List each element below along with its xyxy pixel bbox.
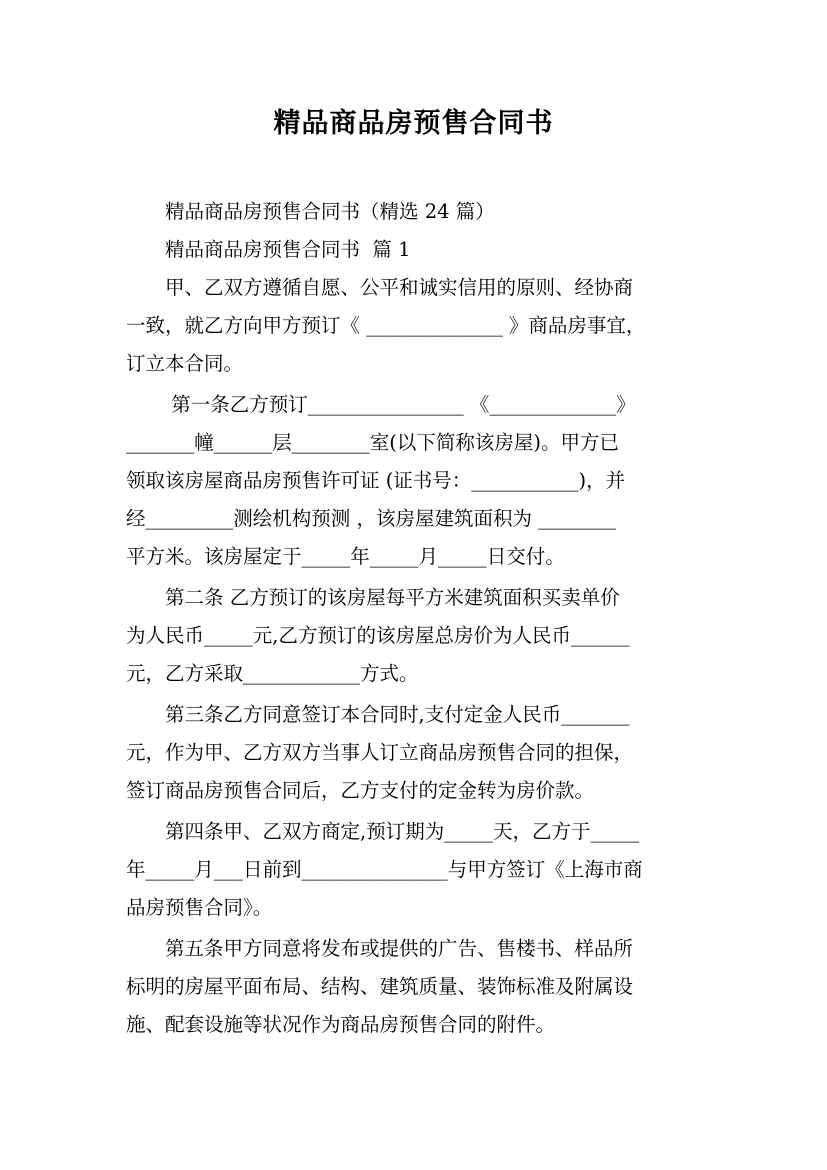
body-line: 标明的房屋平面布局、结构、建筑质量、装饰标准及附属设 [126,975,634,998]
body-line: 年_____月___日前到_______________与甲方签订《上海市商 [126,858,643,881]
body-line: 元，乙方采取____________方式。 [126,662,419,685]
body-line: 第二条 乙方预订的该房屋每平方米建筑面积买卖单价 [126,586,620,609]
body-line: 经_________测绘机构预测 ，该房屋建筑面积为 ________ [126,507,617,530]
document-title: 精品商品房预售合同书 [273,108,554,139]
body-line: 领取该房屋商品房预售许可证 (证书号：___________)，并 [126,469,626,492]
body-line: 签订商品房预售合同后，乙方支付的定金转为房价款。 [126,779,595,802]
body-line: 订立本合同。 [126,352,244,375]
body-line: 精品商品房预售合同书（精选 24 篇） [126,200,495,223]
body-line: 为人民币_____元,乙方预订的该房屋总房价为人民币______ [126,624,630,647]
body-line: 第三条乙方同意签订本合同时,支付定金人民币_______ [126,703,630,726]
body-line: 施、配套设施等状况作为商品房预售合同的附件。 [126,1013,556,1036]
body-line: 第五条甲方同意将发布或提供的广告、售楼书、样品所 [126,937,634,960]
body-line: 一致，就乙方向甲方预订《 ______________ 》商品房事宜， [126,314,646,337]
body-line: 元，作为甲、乙方双方当事人订立商品房预售合同的担保， [126,741,634,764]
body-line: 精品商品房预售合同书 篇 1 [126,238,411,261]
body-line: 第一条乙方预订________________ 《_____________》 [126,393,636,416]
body-line: 品房预售合同》。 [126,896,273,919]
body-line: 甲、乙双方遵循自愿、公平和诚实信用的原则、经协商 [126,276,634,299]
document-body [126,193,702,1044]
body-line: 平方米。该房屋定于_____年_____月_____日交付。 [126,545,565,568]
body-line: _______幢______层________室(以下简称该房屋)。甲方已 [126,431,619,454]
body-line: 第四条甲、乙双方商定,预订期为_____天，乙方于_____ [126,820,640,843]
